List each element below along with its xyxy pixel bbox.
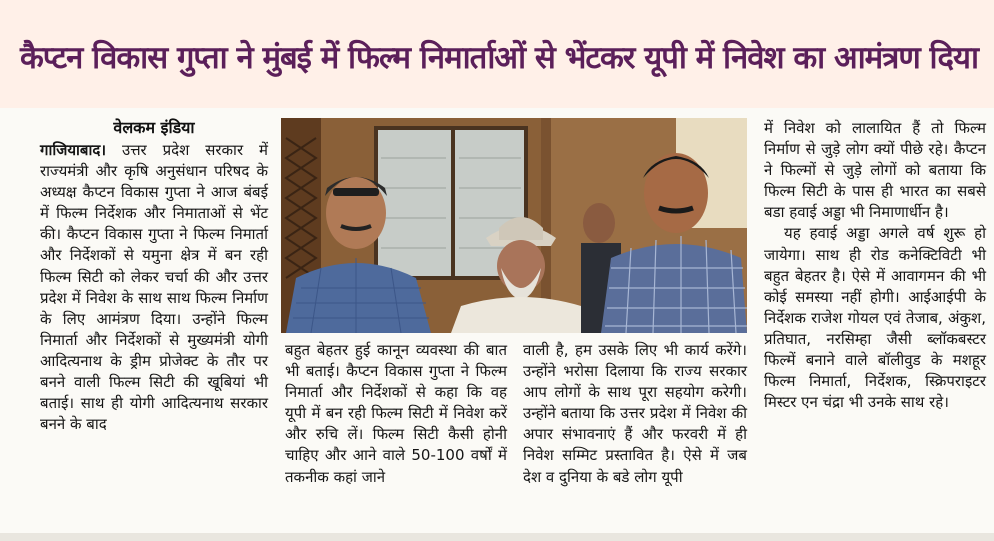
- byline: वेलकम इंडिया: [113, 118, 195, 137]
- column-1-text: उत्तर प्रदेश सरकार में राज्यमंत्री और कृषि अनुसंधान परिषद के अध्यक्ष कैप्टन विकास गुप्ता ने आज बंबई में फिल्म निर्देशक और निमाताओं से भेंट की। कैप्टन विकास गुप्ता ने फिल्म निमार्ता और निर्देशकों से यमुना क्षेत्र में बन रही फिल्म सिटी को लेकर चर्चा की और उत्तर प्रदेश में निवेश के साथ साथ फिल्म निर्माण के लिए आमंत्रण दिया। उन्होंने फिल्म निमार्ता और निर्देशकों से मुख्यमंत्री योगी आदित्यनाथ के ड्रीम प्रोजेक्ट के तौर पर बनने वाली फिल्म सिटी की खूबियां भी बताई। साथ ही योगी आदित्यनाथ सरकार बनने के बाद: [40, 141, 268, 434]
- article-column-1: [40, 140, 268, 435]
- article-photo: [281, 118, 747, 333]
- group-photo-icon: [281, 118, 747, 333]
- column-4-text-a: में निवेश को लालायित हैं तो फिल्म निर्माण से जुड़े लोग क्यों पीछे रहे। कैप्टन ने फिल्मों से जुड़े लोगों को बताया कि फिल्म सिटी के पास ही भारत का सबसे बडा हवाई अड्डा भी निमाणार्धीन है।: [764, 119, 986, 222]
- column-3-text: वाली है, हम उसके लिए भी कार्य करेंगे। उन्होंने भरोसा दिलाया कि राज्य सरकार आप लोगों के साथ पूरा सहयोग करेगी। उन्होंने बताया कि उत्तर प्रदेश में निवेश की अपार संभावनाएं हैं और फरवरी में ही निवेश सम्मिट प्रस्तावित है। ऐसे में जब देश व दुनिया के बडे लोग यूपी: [523, 341, 747, 486]
- column-2-text: बहुत बेहतर हुई कानून व्यवस्था की बात भी बताई। कैप्टन विकास गुप्ता ने फिल्म निमार्ता और निर्देशकों से कहा कि वह यूपी में बन रही फिल्म सिटी में निवेश करें और रुचि लें। फिल्म सिटी कैसी होनी चाहिए और आने वाले 50-100 वर्षों में तकनीक कहां जाने: [285, 341, 507, 486]
- article-column-2: [285, 340, 507, 488]
- bottom-rule: [0, 533, 994, 541]
- headline: कैप्टन विकास गुप्ता ने मुंबई में फिल्म निमार्ताओं से भेंटकर यूपी में निवेश का आमंत्रण दिया: [19, 40, 979, 76]
- dateline: गाजियाबाद।: [40, 141, 107, 159]
- article-column-4: [764, 118, 986, 413]
- article-column-3: [523, 340, 747, 488]
- column-4-text-b: यह हवाई अड्डा अगले वर्ष शुरू हो जायेगा। साथ ही रोड कनेक्टिविटी भी बहुत बेहतर है। ऐसे में आवागमन की भी कोई समस्या नहीं होगी। आईआईपी के निर्देशक राजेश गोयल एवं तेजाब, अंकुश, प्रतिघात, नरसिम्हा जैसी ब्लॉकबस्टर फिल्में बनाने वाले बॉलीवुड के मशहूर फिल्म निमार्ता, निर्देशक, स्क्रिपराइटर मिस्टर एन चंद्रा भी उनके साथ रहे।: [764, 224, 986, 412]
